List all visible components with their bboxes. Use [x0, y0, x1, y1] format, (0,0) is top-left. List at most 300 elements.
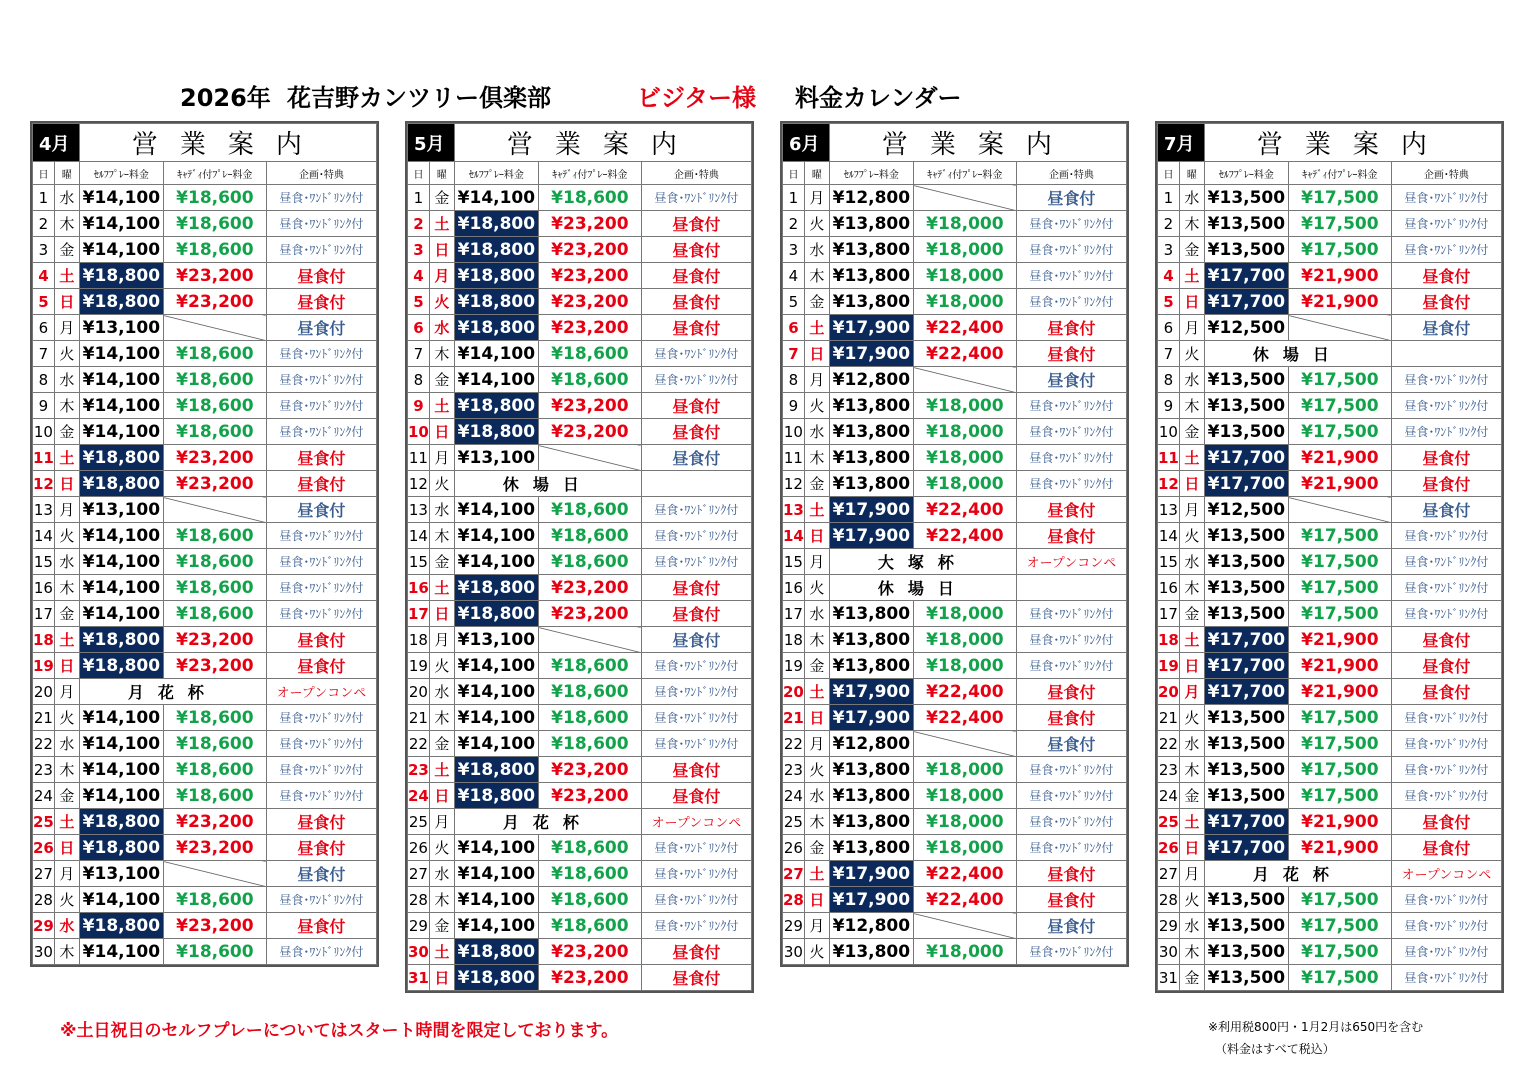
- table-row: [408, 393, 752, 419]
- table-row: [1158, 497, 1502, 523]
- weekday-cell: 木: [804, 627, 829, 653]
- self-play-price-cell: ¥14,100: [454, 731, 538, 757]
- day-cell: 15: [408, 549, 430, 575]
- weekday-cell: 水: [804, 419, 829, 445]
- table-row: [783, 705, 1127, 731]
- self-play-price-cell: ¥13,500: [1204, 393, 1288, 419]
- weekday-cell: 木: [429, 887, 454, 913]
- table-row: [1158, 601, 1502, 627]
- self-play-price-cell: ¥14,100: [79, 757, 163, 783]
- self-play-price-cell: ¥13,800: [829, 211, 913, 237]
- benefit-cell: 昼食付: [1391, 289, 1501, 315]
- col-header-caddie-play: ｷｬﾃﾞｨ付ﾌﾟﾚｰ料金: [163, 162, 266, 185]
- month-label: 5月: [408, 124, 455, 162]
- caddie-price-cell-unavailable: [538, 445, 641, 471]
- caddie-price-cell: ¥18,600: [538, 653, 641, 679]
- table-row: [1158, 705, 1502, 731]
- day-cell: 16: [1158, 575, 1180, 601]
- weekday-cell: 日: [429, 783, 454, 809]
- self-play-price-cell: ¥14,100: [454, 679, 538, 705]
- caddie-price-cell: ¥22,400: [913, 341, 1016, 367]
- self-play-price-cell: ¥18,800: [79, 471, 163, 497]
- caddie-price-cell: ¥18,600: [163, 705, 266, 731]
- table-row: [1158, 211, 1502, 237]
- table-row: [783, 185, 1127, 211]
- weekday-cell: 金: [1179, 965, 1204, 991]
- event-cell: 月花杯: [79, 679, 266, 705]
- table-row: [1158, 341, 1502, 367]
- weekday-cell: 水: [1179, 549, 1204, 575]
- self-play-price-cell: ¥18,800: [454, 419, 538, 445]
- day-cell: 13: [1158, 497, 1180, 523]
- day-cell: 20: [408, 679, 430, 705]
- weekday-cell: 土: [804, 315, 829, 341]
- day-cell: 11: [783, 445, 805, 471]
- weekday-cell: 火: [804, 575, 829, 601]
- benefit-cell: 昼食･ﾜﾝﾄﾞﾘﾝｸ付: [266, 523, 376, 549]
- weekday-cell: 金: [54, 783, 79, 809]
- table-row: [408, 185, 752, 211]
- caddie-price-cell: ¥17,500: [1288, 965, 1391, 991]
- benefit-cell: 昼食付: [641, 445, 751, 471]
- weekday-cell: 火: [1179, 523, 1204, 549]
- self-play-price-cell: ¥13,800: [829, 289, 913, 315]
- self-play-price-cell: ¥14,100: [79, 549, 163, 575]
- benefit-cell: 昼食付: [266, 263, 376, 289]
- caddie-price-cell: ¥18,600: [163, 939, 266, 965]
- benefit-cell: 昼食･ﾜﾝﾄﾞﾘﾝｸ付: [266, 731, 376, 757]
- weekday-cell: 月: [429, 445, 454, 471]
- weekday-cell: 日: [54, 835, 79, 861]
- day-cell: 9: [33, 393, 55, 419]
- benefit-cell: 昼食付: [1391, 653, 1501, 679]
- month-table-jun: [780, 121, 1129, 967]
- table-row: [408, 913, 752, 939]
- self-play-price-cell: ¥14,100: [454, 185, 538, 211]
- day-cell: 26: [33, 835, 55, 861]
- table-row: [408, 653, 752, 679]
- day-cell: 7: [783, 341, 805, 367]
- weekday-cell: 日: [429, 601, 454, 627]
- caddie-price-cell: ¥17,500: [1288, 783, 1391, 809]
- self-play-price-cell: ¥13,500: [1204, 939, 1288, 965]
- day-cell: 9: [783, 393, 805, 419]
- self-play-price-cell: ¥18,800: [454, 939, 538, 965]
- table-row: [408, 497, 752, 523]
- table-row: [33, 211, 377, 237]
- day-cell: 17: [783, 601, 805, 627]
- table-row: [33, 445, 377, 471]
- self-play-price-cell: ¥13,500: [1204, 887, 1288, 913]
- caddie-price-cell-unavailable: [163, 497, 266, 523]
- self-play-price-cell: ¥18,800: [79, 289, 163, 315]
- self-play-price-cell: ¥13,800: [829, 393, 913, 419]
- caddie-price-cell: ¥18,600: [538, 185, 641, 211]
- caddie-price-cell: ¥23,200: [538, 237, 641, 263]
- title-calendar: 料金カレンダー: [795, 84, 962, 112]
- weekday-cell: 木: [54, 393, 79, 419]
- self-play-price-cell: ¥12,800: [829, 913, 913, 939]
- day-cell: 22: [783, 731, 805, 757]
- self-play-price-cell: ¥13,500: [1204, 185, 1288, 211]
- weekday-cell: 月: [1179, 679, 1204, 705]
- caddie-price-cell: ¥23,200: [163, 471, 266, 497]
- benefit-cell: 昼食･ﾜﾝﾄﾞﾘﾝｸ付: [1016, 783, 1126, 809]
- benefit-cell: 昼食･ﾜﾝﾄﾞﾘﾝｸ付: [641, 679, 751, 705]
- day-cell: 15: [33, 549, 55, 575]
- benefit-cell: 昼食･ﾜﾝﾄﾞﾘﾝｸ付: [1391, 757, 1501, 783]
- self-play-price-cell: ¥13,500: [1204, 965, 1288, 991]
- weekday-cell: 日: [804, 523, 829, 549]
- weekday-cell: 月: [429, 263, 454, 289]
- section-heading: 営業案内: [79, 124, 376, 162]
- table-row: [408, 575, 752, 601]
- day-cell: 24: [408, 783, 430, 809]
- day-cell: 3: [33, 237, 55, 263]
- weekday-cell: 日: [1179, 835, 1204, 861]
- benefit-cell: 昼食付: [1016, 731, 1126, 757]
- weekday-cell: 土: [429, 211, 454, 237]
- benefit-cell: 昼食付: [1016, 497, 1126, 523]
- day-cell: 14: [33, 523, 55, 549]
- benefit-cell: 昼食･ﾜﾝﾄﾞﾘﾝｸ付: [1016, 835, 1126, 861]
- self-play-price-cell: ¥14,100: [79, 783, 163, 809]
- benefit-cell: 昼食付: [1391, 263, 1501, 289]
- col-header-caddie-play: ｷｬﾃﾞｨ付ﾌﾟﾚｰ料金: [538, 162, 641, 185]
- page-title: [0, 78, 1536, 110]
- day-cell: 23: [783, 757, 805, 783]
- benefit-cell: 昼食･ﾜﾝﾄﾞﾘﾝｸ付: [266, 211, 376, 237]
- table-row: [783, 783, 1127, 809]
- weekday-cell: 金: [54, 237, 79, 263]
- self-play-price-cell: ¥17,900: [829, 341, 913, 367]
- benefit-cell: 昼食･ﾜﾝﾄﾞﾘﾝｸ付: [1391, 575, 1501, 601]
- weekday-cell: 火: [429, 653, 454, 679]
- caddie-price-cell: ¥23,200: [163, 653, 266, 679]
- self-play-price-cell: ¥17,700: [1204, 809, 1288, 835]
- table-row: [1158, 367, 1502, 393]
- caddie-price-cell: ¥18,000: [913, 211, 1016, 237]
- benefit-cell: 昼食付: [1391, 471, 1501, 497]
- self-play-price-cell: ¥13,500: [1204, 757, 1288, 783]
- day-cell: 21: [408, 705, 430, 731]
- self-play-price-cell: ¥18,800: [454, 757, 538, 783]
- caddie-price-cell: ¥21,900: [1288, 471, 1391, 497]
- weekday-cell: 水: [54, 549, 79, 575]
- weekday-cell: 火: [1179, 887, 1204, 913]
- weekday-cell: 金: [804, 835, 829, 861]
- benefit-cell: 昼食･ﾜﾝﾄﾞﾘﾝｸ付: [641, 653, 751, 679]
- benefit-cell: 昼食･ﾜﾝﾄﾞﾘﾝｸ付: [641, 887, 751, 913]
- day-cell: 11: [408, 445, 430, 471]
- weekday-cell: 日: [54, 289, 79, 315]
- caddie-price-cell: ¥18,000: [913, 419, 1016, 445]
- weekday-cell: 火: [54, 341, 79, 367]
- benefit-cell: 昼食付: [1016, 341, 1126, 367]
- weekday-cell: 水: [1179, 731, 1204, 757]
- day-cell: 17: [33, 601, 55, 627]
- benefit-cell: 昼食･ﾜﾝﾄﾞﾘﾝｸ付: [641, 185, 751, 211]
- caddie-price-cell: ¥22,400: [913, 679, 1016, 705]
- month-label: 6月: [783, 124, 830, 162]
- self-play-price-cell: ¥13,100: [454, 445, 538, 471]
- day-cell: 19: [33, 653, 55, 679]
- day-cell: 6: [33, 315, 55, 341]
- day-cell: 30: [783, 939, 805, 965]
- self-play-price-cell: ¥14,100: [79, 575, 163, 601]
- table-row: [33, 809, 377, 835]
- weekday-cell: 月: [1179, 315, 1204, 341]
- month-table-may: [405, 121, 754, 993]
- caddie-price-cell: ¥21,900: [1288, 679, 1391, 705]
- day-cell: 24: [783, 783, 805, 809]
- table-row: [33, 627, 377, 653]
- weekday-cell: 木: [54, 939, 79, 965]
- caddie-price-cell: ¥21,900: [1288, 809, 1391, 835]
- benefit-cell: 昼食･ﾜﾝﾄﾞﾘﾝｸ付: [1016, 757, 1126, 783]
- caddie-price-cell: ¥21,900: [1288, 445, 1391, 471]
- caddie-price-cell: ¥17,500: [1288, 575, 1391, 601]
- benefit-cell: 昼食･ﾜﾝﾄﾞﾘﾝｸ付: [1391, 237, 1501, 263]
- caddie-price-cell: ¥21,900: [1288, 263, 1391, 289]
- caddie-price-cell-unavailable: [913, 367, 1016, 393]
- day-cell: 29: [408, 913, 430, 939]
- weekday-cell: 火: [1179, 705, 1204, 731]
- weekday-cell: 土: [1179, 445, 1204, 471]
- caddie-price-cell: ¥18,000: [913, 263, 1016, 289]
- table-row: [783, 627, 1127, 653]
- col-header-caddie-play: ｷｬﾃﾞｨ付ﾌﾟﾚｰ料金: [1288, 162, 1391, 185]
- day-cell: 31: [408, 965, 430, 991]
- day-cell: 9: [1158, 393, 1180, 419]
- self-play-price-cell: ¥13,500: [1204, 913, 1288, 939]
- caddie-price-cell: ¥18,600: [538, 731, 641, 757]
- benefit-cell: オープンコンペ: [266, 679, 376, 705]
- self-play-price-cell: ¥14,100: [454, 705, 538, 731]
- benefit-cell: 昼食･ﾜﾝﾄﾞﾘﾝｸ付: [1391, 939, 1501, 965]
- self-play-price-cell: ¥17,900: [829, 887, 913, 913]
- weekday-cell: 土: [1179, 809, 1204, 835]
- weekday-cell: 月: [429, 627, 454, 653]
- caddie-price-cell: ¥23,200: [538, 419, 641, 445]
- self-play-price-cell: ¥14,100: [79, 237, 163, 263]
- caddie-price-cell: ¥18,000: [913, 445, 1016, 471]
- day-cell: 2: [408, 211, 430, 237]
- weekday-cell: 木: [804, 809, 829, 835]
- caddie-price-cell: ¥23,200: [538, 601, 641, 627]
- self-play-price-cell: ¥17,900: [829, 315, 913, 341]
- weekday-cell: 月: [804, 913, 829, 939]
- weekday-cell: 金: [1179, 783, 1204, 809]
- month-table-jul: [1155, 121, 1504, 993]
- benefit-cell: 昼食･ﾜﾝﾄﾞﾘﾝｸ付: [266, 237, 376, 263]
- day-cell: 12: [1158, 471, 1180, 497]
- col-header-weekday: 曜: [1179, 162, 1204, 185]
- weekday-cell: 金: [1179, 601, 1204, 627]
- caddie-price-cell: ¥23,200: [538, 393, 641, 419]
- caddie-price-cell: ¥18,000: [913, 393, 1016, 419]
- weekday-cell: 金: [429, 913, 454, 939]
- table-row: [783, 211, 1127, 237]
- benefit-cell: 昼食･ﾜﾝﾄﾞﾘﾝｸ付: [641, 913, 751, 939]
- benefit-cell: 昼食付: [266, 315, 376, 341]
- self-play-price-cell: ¥14,100: [79, 367, 163, 393]
- day-cell: 6: [1158, 315, 1180, 341]
- weekday-cell: 月: [429, 809, 454, 835]
- self-play-price-cell: ¥18,800: [454, 575, 538, 601]
- benefit-cell: 昼食･ﾜﾝﾄﾞﾘﾝｸ付: [266, 939, 376, 965]
- self-play-price-cell: ¥17,700: [1204, 627, 1288, 653]
- day-cell: 2: [1158, 211, 1180, 237]
- caddie-price-cell: ¥18,000: [913, 471, 1016, 497]
- self-play-price-cell: ¥14,100: [454, 497, 538, 523]
- day-cell: 16: [783, 575, 805, 601]
- caddie-price-cell: ¥17,500: [1288, 185, 1391, 211]
- day-cell: 10: [408, 419, 430, 445]
- weekday-cell: 土: [804, 497, 829, 523]
- caddie-price-cell: ¥22,400: [913, 861, 1016, 887]
- caddie-price-cell: ¥18,600: [163, 523, 266, 549]
- self-play-price-cell: ¥13,500: [1204, 549, 1288, 575]
- table-row: [33, 237, 377, 263]
- self-play-price-cell: ¥13,800: [829, 471, 913, 497]
- weekday-cell: 火: [429, 289, 454, 315]
- benefit-cell: 昼食付: [1016, 367, 1126, 393]
- caddie-price-cell: ¥22,400: [913, 523, 1016, 549]
- self-play-price-cell: ¥13,100: [79, 315, 163, 341]
- benefit-cell: 昼食･ﾜﾝﾄﾞﾘﾝｸ付: [266, 341, 376, 367]
- table-row: [408, 835, 752, 861]
- day-cell: 1: [783, 185, 805, 211]
- self-play-price-cell: ¥18,800: [79, 627, 163, 653]
- caddie-price-cell: ¥18,600: [538, 861, 641, 887]
- col-header-self-play: ｾﾙﾌﾌﾟﾚｰ料金: [454, 162, 538, 185]
- day-cell: 4: [33, 263, 55, 289]
- table-row: [408, 523, 752, 549]
- table-row: [33, 653, 377, 679]
- caddie-price-cell: ¥21,900: [1288, 627, 1391, 653]
- weekday-cell: 水: [1179, 367, 1204, 393]
- self-play-price-cell: ¥14,100: [79, 211, 163, 237]
- table-row: [408, 289, 752, 315]
- weekday-cell: 水: [54, 913, 79, 939]
- weekday-cell: 金: [804, 653, 829, 679]
- caddie-price-cell: ¥18,600: [163, 419, 266, 445]
- weekday-cell: 火: [54, 887, 79, 913]
- caddie-price-cell: ¥18,600: [163, 731, 266, 757]
- weekday-cell: 火: [429, 471, 454, 497]
- self-play-price-cell: ¥13,500: [1204, 783, 1288, 809]
- caddie-price-cell: ¥18,600: [538, 523, 641, 549]
- table-row: [783, 367, 1127, 393]
- day-cell: 25: [1158, 809, 1180, 835]
- table-row: [783, 315, 1127, 341]
- benefit-cell: 昼食･ﾜﾝﾄﾞﾘﾝｸ付: [1016, 263, 1126, 289]
- day-cell: 28: [408, 887, 430, 913]
- weekday-cell: 金: [54, 419, 79, 445]
- weekday-cell: 水: [1179, 913, 1204, 939]
- self-play-price-cell: ¥13,800: [829, 627, 913, 653]
- weekday-cell: 火: [804, 211, 829, 237]
- weekday-cell: 土: [1179, 627, 1204, 653]
- table-row: [783, 913, 1127, 939]
- event-cell: 月花杯: [1204, 861, 1391, 887]
- weekday-cell: 木: [54, 575, 79, 601]
- caddie-price-cell: ¥23,200: [538, 575, 641, 601]
- caddie-price-cell: ¥23,200: [163, 289, 266, 315]
- day-cell: 8: [1158, 367, 1180, 393]
- day-cell: 21: [1158, 705, 1180, 731]
- self-play-price-cell: ¥18,800: [454, 237, 538, 263]
- day-cell: 15: [1158, 549, 1180, 575]
- col-header-weekday: 曜: [54, 162, 79, 185]
- self-play-price-cell: ¥18,800: [454, 289, 538, 315]
- col-header-day: 日: [408, 162, 430, 185]
- day-cell: 11: [33, 445, 55, 471]
- caddie-price-cell: ¥18,000: [913, 939, 1016, 965]
- benefit-cell: 昼食付: [266, 835, 376, 861]
- day-cell: 4: [783, 263, 805, 289]
- day-cell: 3: [783, 237, 805, 263]
- weekday-cell: 月: [804, 185, 829, 211]
- caddie-price-cell: ¥18,600: [163, 601, 266, 627]
- table-row: [783, 939, 1127, 965]
- weekday-cell: 水: [804, 237, 829, 263]
- self-play-price-cell: ¥14,100: [79, 523, 163, 549]
- weekday-cell: 月: [54, 315, 79, 341]
- caddie-price-cell: ¥18,600: [538, 549, 641, 575]
- table-row: [783, 445, 1127, 471]
- day-cell: 26: [783, 835, 805, 861]
- table-row: [783, 575, 1127, 601]
- self-play-price-cell: ¥17,900: [829, 861, 913, 887]
- table-row: [33, 471, 377, 497]
- self-play-price-cell: ¥17,900: [829, 679, 913, 705]
- caddie-price-cell: ¥18,600: [538, 497, 641, 523]
- closed-day-cell: 休場日: [1204, 341, 1391, 367]
- caddie-price-cell: ¥17,500: [1288, 211, 1391, 237]
- caddie-price-cell: ¥23,200: [538, 211, 641, 237]
- caddie-price-cell: ¥17,500: [1288, 939, 1391, 965]
- weekday-cell: 木: [429, 523, 454, 549]
- caddie-price-cell: ¥18,000: [913, 627, 1016, 653]
- caddie-price-cell: ¥17,500: [1288, 601, 1391, 627]
- weekday-cell: 木: [1179, 211, 1204, 237]
- weekday-cell: 水: [54, 731, 79, 757]
- day-cell: 18: [408, 627, 430, 653]
- day-cell: 16: [408, 575, 430, 601]
- self-play-price-cell: ¥13,800: [829, 263, 913, 289]
- weekday-cell: 金: [429, 549, 454, 575]
- day-cell: 27: [33, 861, 55, 887]
- table-row: [408, 887, 752, 913]
- day-cell: 27: [408, 861, 430, 887]
- benefit-cell: 昼食･ﾜﾝﾄﾞﾘﾝｸ付: [1016, 445, 1126, 471]
- weekday-cell: 水: [54, 185, 79, 211]
- caddie-price-cell: ¥22,400: [913, 705, 1016, 731]
- caddie-price-cell: ¥18,600: [163, 549, 266, 575]
- caddie-price-cell: ¥18,000: [913, 757, 1016, 783]
- col-header-day: 日: [783, 162, 805, 185]
- table-row: [408, 705, 752, 731]
- self-play-price-cell: ¥17,700: [1204, 653, 1288, 679]
- section-heading: 営業案内: [829, 124, 1126, 162]
- table-row: [1158, 393, 1502, 419]
- col-header-day: 日: [33, 162, 55, 185]
- self-play-price-cell: ¥12,800: [829, 185, 913, 211]
- section-heading: 営業案内: [454, 124, 751, 162]
- benefit-cell: 昼食･ﾜﾝﾄﾞﾘﾝｸ付: [641, 835, 751, 861]
